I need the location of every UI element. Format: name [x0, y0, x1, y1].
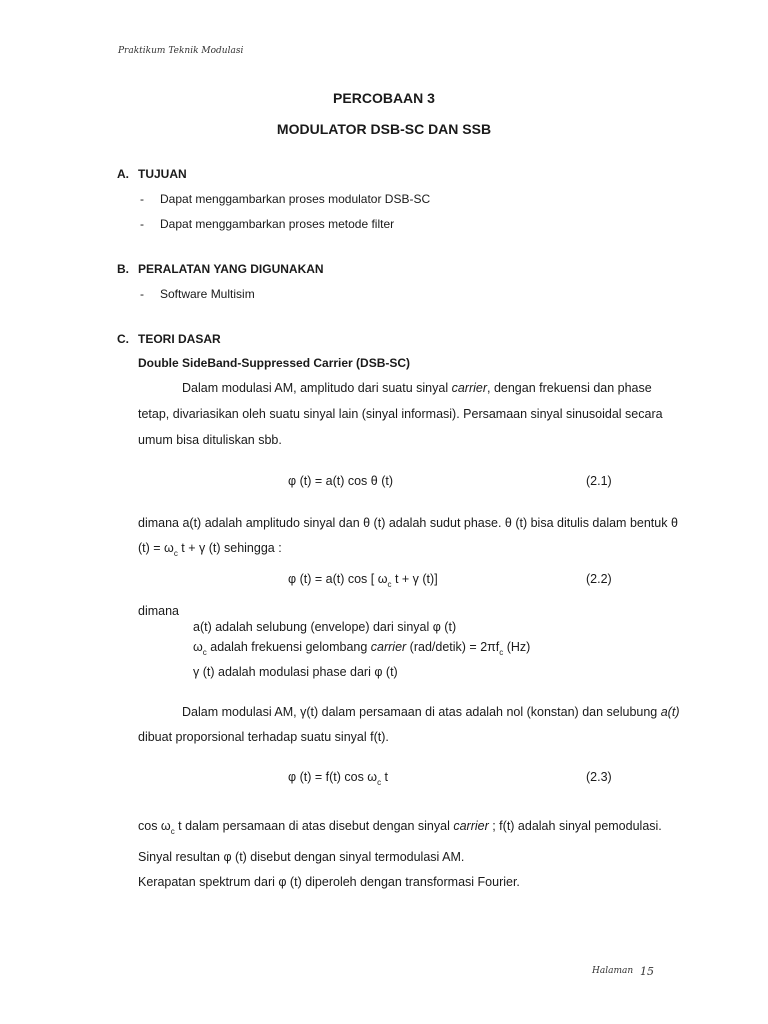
section-b-heading: PERALATAN YANG DIGUNAKAN	[138, 262, 324, 276]
section-a-letter: A.	[117, 167, 129, 181]
running-header: Praktikum Teknik Modulasi	[118, 46, 244, 56]
paragraph-line: dibuat proporsional terhadap suatu sinyal f(t).	[138, 730, 389, 744]
paragraph-line: Kerapatan spektrum dari φ (t) diperoleh dengan transformasi Fourier.	[138, 875, 520, 889]
equation-number: (2.2)	[586, 572, 612, 586]
section-b-letter: B.	[117, 262, 129, 276]
list-item: Software Multisim	[160, 287, 255, 301]
paragraph-line: Sinyal resultan φ (t) disebut dengan sinyal termodulasi AM.	[138, 850, 465, 864]
page-title: PERCOBAAN 3	[333, 90, 435, 106]
bullet-dash: -	[140, 217, 144, 231]
section-c-heading: TEORI DASAR	[138, 332, 221, 346]
paragraph-line: $(t) = \omega_c$ t + γ (t) sehingga :	[138, 541, 282, 558]
bullet-dash: -	[140, 192, 144, 206]
definition-line: $\omega_c$ adalah frekuensi gelombang carrier (rad/detik) = $2\pi f_c$ (Hz)	[193, 640, 531, 657]
page-subtitle: MODULATOR DSB-SC DAN SSB	[276, 121, 492, 137]
equation-2-3: φ (t) = f(t) $\cos \omega_c$ t	[288, 770, 389, 787]
section-c-letter: C.	[117, 332, 129, 346]
paragraph-line: tetap, divariasikan oleh suatu sinyal lain (sinyal informasi). Persamaan sinyal sinusoidal secara	[138, 407, 663, 421]
paragraph-line: Dalam modulasi AM, amplitudo dari suatu sinyal carrier, dengan frekuensi dan phase	[182, 381, 652, 395]
paragraph-line: Dalam modulasi AM, γ(t) dalam persamaan di atas adalah nol (konstan) dan selubung a(t)	[182, 705, 680, 719]
paragraph-line: $\cos \omega_c$ t dalam persamaan di atas disebut dengan sinyal carrier ; f(t) adalah sinyal pemodulasi.	[138, 819, 662, 836]
definition-line: γ (t) adalah modulasi phase dari φ (t)	[193, 665, 398, 679]
list-item: Dapat menggambarkan proses metode filter	[160, 217, 395, 231]
equation-2-1: φ (t) = a(t) cos θ (t)	[288, 474, 393, 488]
definition-line: a(t) adalah selubung (envelope) dari sinyal φ (t)	[193, 620, 457, 634]
bullet-dash: -	[140, 287, 144, 301]
subsection-heading: Double SideBand-Suppressed Carrier (DSB-SC)	[138, 356, 411, 370]
paragraph-line: umum bisa dituliskan sbb.	[138, 433, 282, 447]
equation-2-2: φ (t) = a(t) cos [ $\omega_c$ t + γ (t)]	[288, 572, 438, 589]
section-a-heading: TUJUAN	[138, 167, 187, 181]
equation-number: (2.1)	[586, 474, 612, 488]
footer-label: Halaman	[592, 966, 634, 976]
equation-number: (2.3)	[586, 770, 612, 784]
list-item: Dapat menggambarkan proses modulator DSB-SC	[160, 192, 431, 206]
paragraph-line: dimana	[138, 604, 179, 618]
paragraph-line: dimana a(t) adalah amplitudo sinyal dan θ (t) adalah sudut phase. θ (t) bisa ditulis dalam bentuk θ	[138, 516, 678, 530]
page-number: 15	[640, 965, 654, 978]
